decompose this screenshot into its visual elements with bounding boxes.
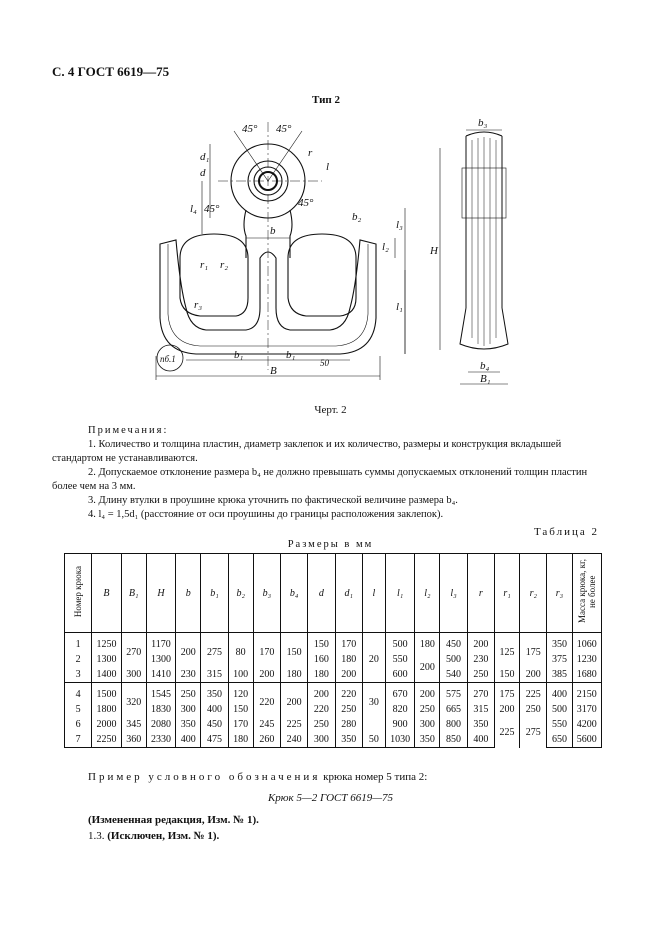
table-cell: 6 <box>65 717 92 732</box>
hook-drawing <box>150 108 560 398</box>
table-cell: 2150 <box>572 687 601 702</box>
label-r50: 50 <box>320 358 329 368</box>
table-cell: 200 <box>281 687 308 717</box>
table-cell: 650 <box>547 732 572 748</box>
table-cell: 200 <box>415 652 440 683</box>
table-cell: 240 <box>281 732 308 748</box>
th-H: H <box>146 554 175 633</box>
table-cell: 50 <box>362 732 385 748</box>
table-cell: 250 <box>308 717 335 732</box>
table-cell: 150 <box>308 637 335 652</box>
table-cell: 665 <box>440 702 467 717</box>
label-b1-right: b₁ <box>286 349 296 361</box>
label-r3: r₃ <box>194 299 203 311</box>
th-l3: l₃ <box>440 554 467 633</box>
table-cell: 320 <box>121 687 146 717</box>
table-cell: 1060 <box>572 637 601 652</box>
table-cell: 345 <box>121 717 146 732</box>
table-cell: 350 <box>547 637 572 652</box>
table-cell: 350 <box>201 687 228 702</box>
table-cell: 200 <box>253 667 280 683</box>
table-cell: 150 <box>228 702 253 717</box>
th-r3: r₃ <box>547 554 572 633</box>
table-cell: 200 <box>335 667 362 683</box>
table-cell: 300 <box>308 732 335 748</box>
table-header-row <box>65 554 602 633</box>
example-spaced-text: Пример условного обозначения <box>88 771 321 783</box>
type-label: Тип 2 <box>312 94 340 106</box>
table-cell: 500 <box>385 637 414 652</box>
table-cell: 900 <box>385 717 414 732</box>
example-rest-text: крюка номер 5 типа 2: <box>320 771 428 783</box>
table-cell: 220 <box>335 687 362 702</box>
table-cell: 260 <box>253 732 280 748</box>
table-cell: 400 <box>547 687 572 702</box>
table-cell: 300 <box>415 717 440 732</box>
table-cell: 170 <box>253 637 280 667</box>
table-cell: 3 <box>65 667 92 683</box>
th-b3: b₃ <box>253 554 280 633</box>
label-a45-1: 45° <box>242 123 258 135</box>
label-r2: r₂ <box>220 259 229 271</box>
table-cell: 820 <box>385 702 414 717</box>
table-cell: 1830 <box>146 702 175 717</box>
table-cell: 400 <box>201 702 228 717</box>
label-a45-4: 45° <box>298 197 314 209</box>
table-cell: 275 <box>520 717 547 748</box>
label-l: l <box>326 161 330 173</box>
label-b4: b₄ <box>480 360 490 372</box>
excluded-note-number: 1.3. <box>88 830 105 842</box>
table-cell: 4200 <box>572 717 601 732</box>
label-l2: l₂ <box>382 241 389 253</box>
table-cell: 5 <box>65 702 92 717</box>
label-b3: b₃ <box>478 117 488 129</box>
table-cell: 200 <box>176 637 201 667</box>
table-cell: 170 <box>335 637 362 652</box>
table-cell: 1250 <box>92 637 121 652</box>
th-l: l <box>362 554 385 633</box>
th-d1: d₁ <box>335 554 362 633</box>
th-b1: b₁ <box>201 554 228 633</box>
table-cell: 175 <box>494 687 519 702</box>
label-l3: l₃ <box>396 219 403 231</box>
table-cell: 575 <box>440 687 467 702</box>
th-mass: Масса крюка, кг, не более <box>572 554 601 633</box>
th-d: d <box>308 554 335 633</box>
th-r2: r₂ <box>520 554 547 633</box>
table-cell: 200 <box>494 702 519 717</box>
table-cell: 800 <box>440 717 467 732</box>
table-cell: 1500 <box>92 687 121 702</box>
table-cell: 270 <box>121 637 146 667</box>
table-cell: 300 <box>176 702 201 717</box>
table-cell: 850 <box>440 732 467 748</box>
table-cell: 385 <box>547 667 572 683</box>
table-label: Таблица 2 <box>533 526 599 538</box>
th-r1: r₁ <box>494 554 519 633</box>
table-cell: 375 <box>547 652 572 667</box>
th-B: B <box>92 554 121 633</box>
table-cell: 200 <box>415 687 440 702</box>
label-b1-left: b₁ <box>234 349 244 361</box>
table-cell: 500 <box>440 652 467 667</box>
note-4: 4. l₄ = 1,5d₁ (расстояние от оси проушины до границы расположения заклепок). <box>88 509 444 520</box>
excluded-note <box>88 830 219 842</box>
table-cell: 550 <box>547 717 572 732</box>
table-cell: 1300 <box>92 652 121 667</box>
table-row <box>65 687 602 702</box>
table-cell: 225 <box>281 717 308 732</box>
th-b: b <box>176 554 201 633</box>
table-row <box>65 637 602 652</box>
dimensions-table <box>64 553 602 748</box>
shank-right-outline <box>290 210 292 258</box>
label-B1: B₁ <box>480 373 491 385</box>
table-cell: 350 <box>335 732 362 748</box>
table-cell <box>362 717 385 732</box>
table-cell: 1230 <box>572 652 601 667</box>
edition-note: (Измененная редакция, Изм. № 1). <box>88 814 259 826</box>
table-cell: 500 <box>547 702 572 717</box>
table-cell: 1400 <box>92 667 121 683</box>
table-row <box>65 667 602 683</box>
label-b: b <box>270 225 276 237</box>
table-cell: 220 <box>253 687 280 717</box>
table-cell: 1030 <box>385 732 414 748</box>
table-row <box>65 717 602 732</box>
table-cell: 315 <box>201 667 228 683</box>
label-B: B <box>270 365 277 377</box>
notes <box>52 424 602 522</box>
label-H: H <box>430 245 438 257</box>
table-cell: 7 <box>65 732 92 748</box>
note-3: 3. Длину втулки в проушине крюка уточнить по фактической величине размера b₄. <box>88 495 458 506</box>
table-cell: 220 <box>308 702 335 717</box>
table-cell: 2080 <box>146 717 175 732</box>
table-cell: 200 <box>467 637 494 652</box>
label-d: d <box>200 167 206 179</box>
figure-caption: Черт. 2 <box>314 404 347 416</box>
table-cell: 200 <box>520 667 547 683</box>
designation-value: Крюк 5—2 ГОСТ 6619—75 <box>267 792 394 804</box>
table-cell: 2000 <box>92 717 121 732</box>
table-cell: 180 <box>228 732 253 748</box>
note-1: 1. Количество и толщина пластин, диаметр заклепок и их количество, размеры и конструкция вкладышей стандартом не устанавливаются. <box>52 439 562 464</box>
table-cell: 1410 <box>146 667 175 683</box>
th-l1: l₁ <box>385 554 414 633</box>
table-cell: 4 <box>65 687 92 702</box>
table-cell: 250 <box>520 702 547 717</box>
table-cell: 200 <box>308 687 335 702</box>
th-hook-no: Номер крюка <box>65 554 92 633</box>
table-cell: 225 <box>494 717 519 748</box>
label-b2: b₂ <box>352 211 362 223</box>
table-cell: 180 <box>308 667 335 683</box>
table-cell: 5600 <box>572 732 601 748</box>
note-2: 2. Допускаемое отклонение размера b₄ не должно превышать суммы допускаемых отклонений толщин пластин более чем на 3 мм. <box>52 467 588 492</box>
table-cell: 180 <box>281 667 308 683</box>
table-cell: 540 <box>440 667 467 683</box>
excluded-note-text: (Исключен, Изм. № 1). <box>107 830 220 842</box>
table-cell: 1300 <box>146 652 175 667</box>
table-cell: 1 <box>65 637 92 652</box>
table-subtitle: Размеры в мм <box>287 539 374 550</box>
label-d1: d₁ <box>200 151 210 163</box>
table-cell: 170 <box>228 717 253 732</box>
table-cell: 475 <box>201 732 228 748</box>
eye-45-line-left <box>234 131 268 181</box>
th-b4: b₄ <box>281 554 308 633</box>
table-cell: 450 <box>440 637 467 652</box>
hook-left-throat <box>180 234 248 316</box>
table-cell: 315 <box>467 702 494 717</box>
table-cell: 360 <box>121 732 146 748</box>
table-cell: 250 <box>467 667 494 683</box>
table-cell: 2 <box>65 652 92 667</box>
th-b2: b₂ <box>228 554 253 633</box>
table-cell: 230 <box>176 667 201 683</box>
table-cell: 300 <box>121 667 146 683</box>
table-cell: 1170 <box>146 637 175 652</box>
table-cell: 1680 <box>572 667 601 683</box>
table-cell: 120 <box>228 687 253 702</box>
hook-drawing-svg <box>150 108 560 398</box>
label-l1: l₁ <box>396 301 403 313</box>
table-cell: 280 <box>335 717 362 732</box>
side-view <box>440 130 508 384</box>
table-cell: 180 <box>415 637 440 652</box>
table-cell: 20 <box>362 637 385 683</box>
table-cell: 150 <box>281 637 308 667</box>
table-cell: 100 <box>228 667 253 683</box>
th-l2: l₂ <box>415 554 440 633</box>
table-cell: 550 <box>385 652 414 667</box>
table-cell: 275 <box>201 637 228 667</box>
eye-45-line-right <box>268 131 302 181</box>
label-pb1: пб.1 <box>160 354 176 364</box>
table-cell: 350 <box>176 717 201 732</box>
table-cell: 30 <box>362 687 385 717</box>
table-cell: 250 <box>335 702 362 717</box>
hook-right-throat <box>288 234 356 316</box>
label-r: r <box>308 147 313 159</box>
th-r: r <box>467 554 494 633</box>
table-cell: 350 <box>467 717 494 732</box>
table-cell: 125 <box>494 637 519 667</box>
table-cell: 250 <box>415 702 440 717</box>
table-cell: 2250 <box>92 732 121 748</box>
label-r1: r₁ <box>200 259 209 271</box>
hook-plate-edge <box>168 244 368 346</box>
table-cell: 1545 <box>146 687 175 702</box>
table-cell: 2330 <box>146 732 175 748</box>
label-l4: l₄ <box>190 203 197 215</box>
table-cell: 670 <box>385 687 414 702</box>
table-cell: 600 <box>385 667 414 683</box>
table-cell: 400 <box>467 732 494 748</box>
table-cell: 245 <box>253 717 280 732</box>
table-cell: 180 <box>335 652 362 667</box>
table-cell: 225 <box>520 687 547 702</box>
table-cell: 450 <box>201 717 228 732</box>
table-cell: 175 <box>520 637 547 667</box>
page-header: С. 4 ГОСТ 6619—75 <box>52 64 170 79</box>
label-a45-2: 45° <box>276 123 292 135</box>
table-cell: 350 <box>415 732 440 748</box>
notes-title: Примечания: <box>88 425 169 436</box>
shank-left-outline <box>244 210 246 258</box>
table-cell: 400 <box>176 732 201 748</box>
table-cell: 270 <box>467 687 494 702</box>
table-cell: 3170 <box>572 702 601 717</box>
designation-example <box>88 771 427 783</box>
table-cell: 230 <box>467 652 494 667</box>
table-cell: 150 <box>494 667 519 683</box>
table-cell: 160 <box>308 652 335 667</box>
th-B1: B₁ <box>121 554 146 633</box>
table-cell: 250 <box>176 687 201 702</box>
table-cell: 1800 <box>92 702 121 717</box>
table-cell: 80 <box>228 637 253 667</box>
label-a45-3: 45° <box>204 203 220 215</box>
